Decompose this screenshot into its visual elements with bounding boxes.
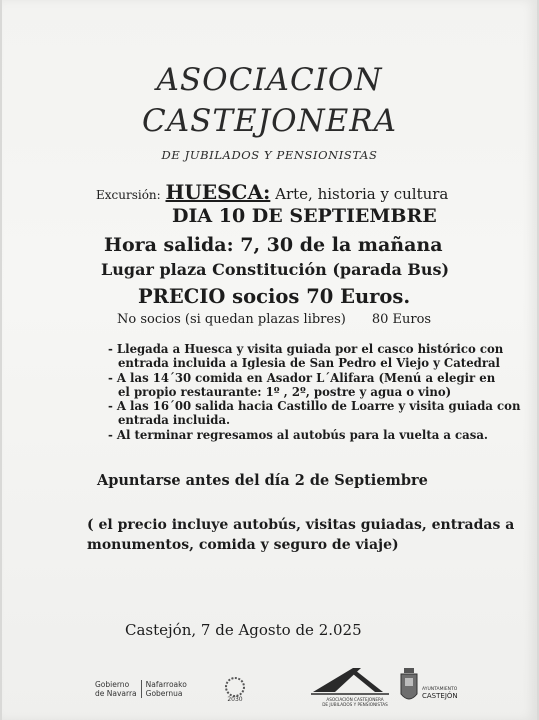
gob-text-3: Nafarroako	[145, 680, 187, 689]
badge-text: 2030	[227, 696, 243, 702]
meeting-place: Lugar plaza Constitución (parada Bus)	[101, 260, 450, 279]
non-member-label: No socios (si quedan plazas libres)	[117, 312, 346, 327]
ayto-text-1: AYUNTAMIENTO	[422, 687, 458, 692]
list-item: - A las 14´30 comida en Asador L´Alifara (Menú a elegir en	[108, 370, 496, 385]
title-line-3: DE JUBILADOS Y PENSIONISTAS	[161, 148, 378, 162]
title-line-1: ASOCIACION	[156, 62, 383, 98]
list-item: entrada incluida a Iglesia de San Pedro el Viejo y Catedral	[118, 356, 500, 371]
excursion-day: DIA 10 DE SEPTIEMBRE	[172, 205, 437, 227]
non-member-price-row	[117, 312, 431, 327]
list-item: - A las 16´00 salida hacia Castillo de Loarre y visita guiada con	[108, 399, 521, 414]
issue-date: Castejón, 7 de Agosto de 2.025	[125, 621, 362, 639]
gob-text-4: Gobernua	[145, 689, 183, 698]
list-item: entrada incluida.	[118, 413, 231, 428]
departure-time: Hora salida: 7, 30 de la mañana	[104, 234, 443, 256]
gob-text-2: de Navarra	[95, 689, 137, 698]
excursion-row	[96, 180, 448, 204]
footer-logos	[0, 662, 539, 712]
excursion-destination: HUESCA:	[165, 180, 271, 204]
gob-text-1: Gobierno	[95, 680, 130, 689]
non-member-price: 80 Euros	[371, 312, 432, 327]
program-list	[108, 342, 520, 442]
association-logo-icon	[305, 662, 405, 710]
price-includes-line-2: monumentos, comida y seguro de viaje)	[87, 537, 399, 553]
assoc-text-1: ASOCIACIÓN CASTEJONERA	[326, 697, 384, 702]
price-includes	[87, 515, 514, 555]
price-includes-line-1: ( el precio incluye autobús, visitas guiadas, entradas a	[87, 517, 515, 533]
signup-deadline: Apuntarse antes del día 2 de Septiembre	[97, 472, 428, 489]
gobierno-navarra-logo	[95, 680, 187, 698]
list-item: el propio restaurante: 1º , 2º, postre y agua o vino)	[118, 384, 452, 399]
title-line-2: CASTEJONERA	[142, 103, 397, 139]
castejon-coat-of-arms-icon	[398, 664, 478, 710]
excursion-label: Excursión:	[96, 188, 161, 202]
list-item: - Al terminar regresamos al autobús para la vuelta a casa.	[108, 427, 488, 442]
list-item: - Llegada a Huesca y visita guiada por el casco histórico con	[108, 342, 504, 356]
ayto-text-2: CASTEJÓN	[422, 692, 458, 700]
excursion-subtitle: Arte, historia y cultura	[275, 185, 449, 203]
member-price: PRECIO socios 70 Euros.	[138, 285, 411, 308]
agenda-2030-icon	[222, 676, 248, 702]
assoc-text-2: DE JUBILADOS Y PENSIONISTAS	[322, 702, 388, 707]
